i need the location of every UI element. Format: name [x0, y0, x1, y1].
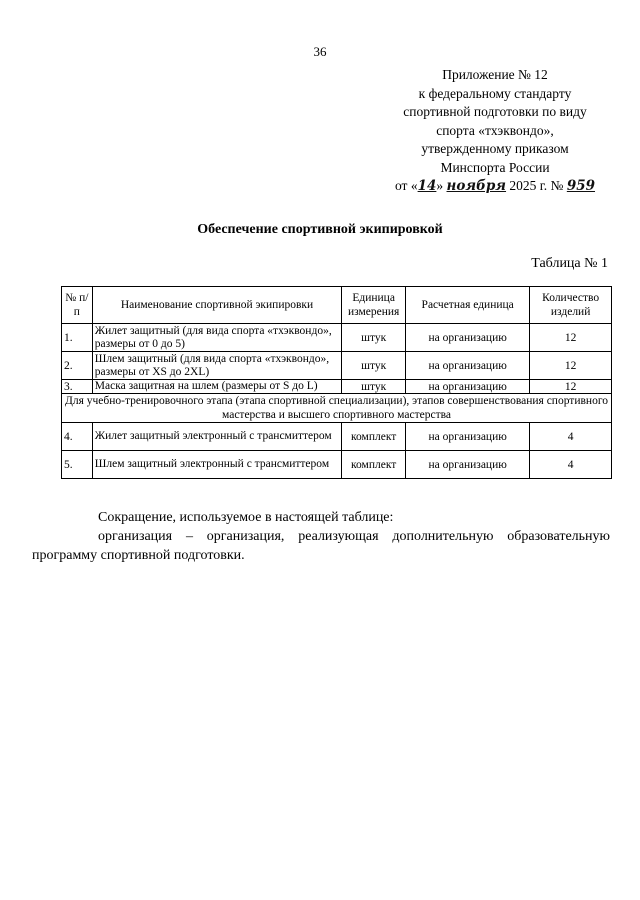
row-qty: 12 — [530, 352, 612, 380]
row-num: 1. — [62, 324, 93, 352]
appendix-line-6: Минспорта России — [440, 159, 550, 175]
row-qty: 4 — [530, 451, 612, 479]
date-year: 2025 г. № — [509, 178, 564, 193]
row-calc: на организацию — [406, 324, 530, 352]
row-unit: комплект — [342, 451, 406, 479]
document-title: Обеспечение спортивной экипировкой — [197, 222, 443, 237]
row-num: 4. — [62, 423, 93, 451]
date-prefix: от « — [394, 178, 418, 193]
row-calc: на организацию — [406, 352, 530, 380]
table-row — [62, 324, 612, 352]
row-calc: на организацию — [406, 451, 530, 479]
date-month: ноября — [446, 178, 507, 194]
row-qty: 12 — [530, 380, 612, 394]
header-unit: Единица измерения — [342, 287, 406, 324]
row-name: Маска защитная на шлем (размеры от S до L) — [92, 380, 341, 394]
row-name: Жилет защитный (для вида спорта «тхэквондо», размеры от 0 до 5) — [92, 324, 341, 352]
section-row — [62, 394, 612, 423]
header-calc: Расчетная единица — [406, 287, 530, 324]
row-name: Жилет защитный электронный с трансмиттером — [92, 423, 341, 451]
abbreviation-intro: Сокращение, используемое в настоящей таблице: — [98, 510, 394, 525]
table-row — [62, 380, 612, 394]
date-mid: » — [436, 178, 444, 193]
table-header-row — [62, 287, 612, 324]
order-number: 959 — [566, 178, 596, 194]
row-unit: комплект — [342, 423, 406, 451]
row-qty: 4 — [530, 423, 612, 451]
section-heading: Для учебно-тренировочного этапа (этапа спортивной специализации), этапов совершенствования спортивного мастерства и высшего спортивного мастерства — [62, 394, 612, 423]
row-unit: штук — [342, 380, 406, 394]
table-row — [62, 352, 612, 380]
table-row — [62, 451, 612, 479]
row-num: 3. — [62, 380, 93, 394]
date-day: 14 — [417, 178, 437, 194]
order-date-line — [360, 177, 630, 196]
header-num: № п/п — [62, 287, 93, 324]
table-label: Таблица № 1 — [531, 256, 608, 271]
abbreviation-note — [32, 508, 610, 565]
row-num: 5. — [62, 451, 93, 479]
header-qty: Количество изделий — [530, 287, 612, 324]
header-name: Наименование спортивной экипировки — [92, 287, 341, 324]
appendix-header — [360, 66, 630, 196]
row-unit: штук — [342, 324, 406, 352]
row-name: Шлем защитный электронный с трансмиттером — [92, 451, 341, 479]
page-number: 36 — [313, 44, 327, 59]
row-qty: 12 — [530, 324, 612, 352]
row-num: 2. — [62, 352, 93, 380]
table-row — [62, 423, 612, 451]
appendix-line-2: к федеральному стандарту — [418, 85, 572, 101]
appendix-line-3: спортивной подготовки по виду — [403, 104, 587, 119]
appendix-line-1: Приложение № 12 — [442, 67, 548, 82]
abbreviation-definition: организация – организация, реализующая дополнительную образовательную программу спортивной подготовки. — [32, 529, 610, 563]
equipment-table — [61, 286, 612, 479]
appendix-line-5: утвержденному приказом — [421, 141, 569, 156]
row-name: Шлем защитный (для вида спорта «тхэквондо», размеры от XS до 2XL) — [92, 352, 341, 380]
row-calc: на организацию — [406, 423, 530, 451]
appendix-line-4: спорта «тхэквондо», — [436, 122, 554, 138]
row-unit: штук — [342, 352, 406, 380]
row-calc: на организацию — [406, 380, 530, 394]
